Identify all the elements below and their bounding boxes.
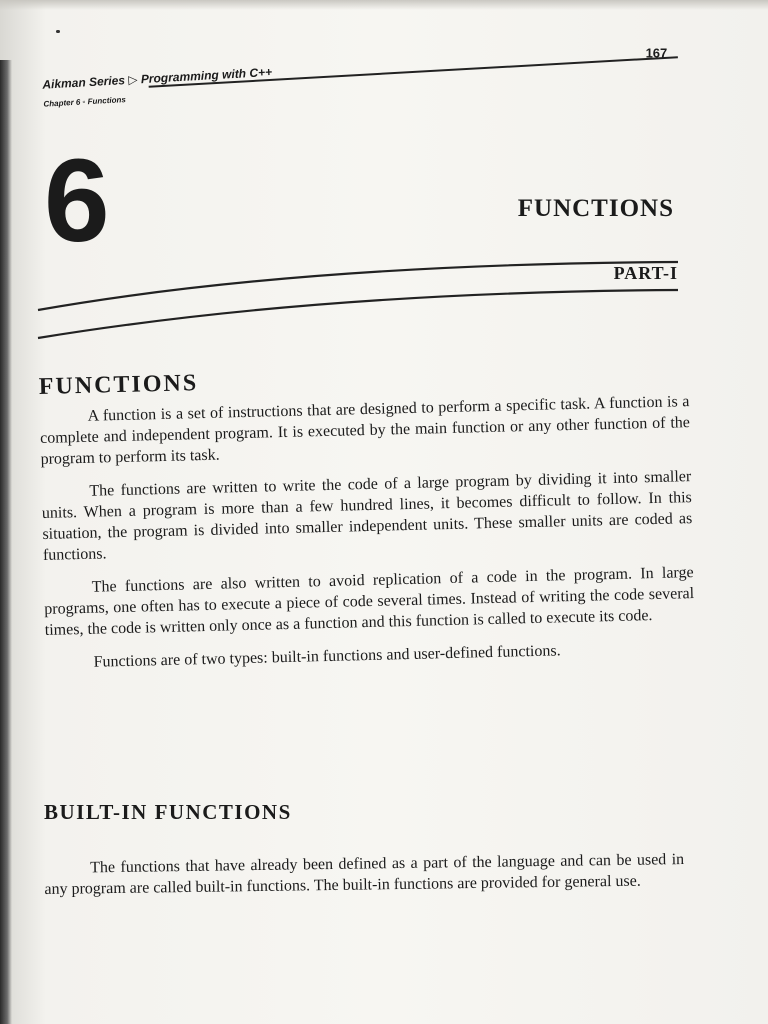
section-functions <box>38 336 696 686</box>
section-heading: FUNCTIONS <box>38 370 199 400</box>
series-title: Aikman Series ▷ Programming with C++ <box>42 64 273 92</box>
ink-speck <box>56 30 60 33</box>
running-header <box>36 6 679 112</box>
paragraph: Functions are of two types: built-in functions and user-defined functions. <box>93 642 561 671</box>
section-heading-built-in: BUILT-IN FUNCTIONS <box>44 800 292 824</box>
paragraph: The functions are also written to avoid replication of a code in the program. In large programs, one often has to execute a piece of code several times. Instead of writing the code several times, the code is written only once as a function and this function is called to execute its code. <box>44 564 695 639</box>
book-spine-shadow <box>0 60 12 1024</box>
paragraph: A function is a set of instructions that are designed to perform a specific task. A function is a complete and independent program. It is executed by the main function or any other function of the program to perform its task. <box>39 393 691 468</box>
part-label: PART-I <box>613 263 678 283</box>
divider-line-upper <box>38 262 678 310</box>
chapter-subtitle: Chapter 6 ▫ Functions <box>43 95 127 109</box>
page-number: 167 <box>645 45 668 61</box>
chapter-title: FUNCTIONS <box>517 195 674 222</box>
divider-line-lower <box>38 290 678 338</box>
paragraph: The functions are written to write the code of a large program by dividing it into smaller units. When a program is more than a few hundred lines, it becomes difficult to follow. In this situation, the program is divided into smaller independent units. These smaller units are coded as functions. <box>41 468 693 564</box>
chapter-number: 6 <box>44 135 110 267</box>
paragraph-built-in: The functions that have already been defined as a part of the language and can be used in any program are called built-in functions. The built-in functions are provided for general use. <box>44 851 685 898</box>
